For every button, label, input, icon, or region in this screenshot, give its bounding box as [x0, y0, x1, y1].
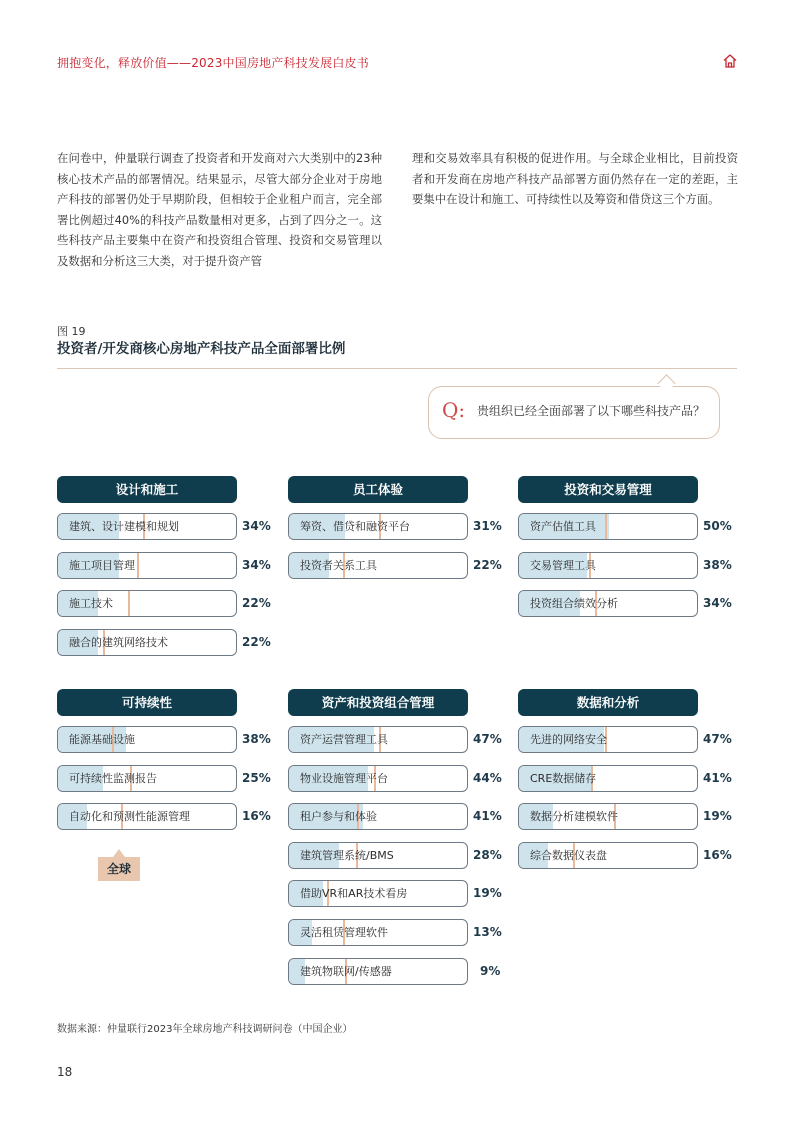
bar-value-label: 34%: [703, 596, 732, 611]
bar-row: [57, 552, 237, 579]
bar-label: 租户参与和体验: [300, 810, 377, 824]
bar-value-label: 28%: [473, 847, 502, 862]
bar-label: 资产运营管理工具: [300, 733, 388, 746]
bar-value-label: 34%: [242, 557, 271, 572]
bar-row: [288, 803, 468, 830]
body-paragraph-right: 理和交易效率具有积极的促进作用。与全球企业相比，目前投资者和开发商在房地产科技产品部署方面仍然存在一定的差距，主要集中在设计和施工、可持续性以及筹资和借贷这三个方面。: [412, 151, 738, 206]
bar-value-label: 25%: [242, 770, 271, 785]
bar-label: 资产估值工具: [530, 520, 596, 533]
bar-value-label: 47%: [473, 732, 502, 746]
bar-row: [57, 765, 237, 792]
bar-label: 借助VR和AR技术看房: [300, 887, 408, 901]
bar-row: [518, 726, 698, 753]
bar-label: 可持续性监测报告: [69, 771, 157, 785]
bar-row: [518, 513, 698, 540]
bar-row: [57, 513, 237, 540]
bar-row: [288, 880, 468, 907]
bar-row: [57, 629, 237, 656]
bar-row: [57, 803, 237, 830]
bar-value-label: 38%: [242, 732, 271, 746]
bar-value-label: 34%: [242, 519, 271, 533]
category-header: 资产和投资组合管理: [288, 689, 468, 716]
home-icon[interactable]: [722, 53, 738, 69]
bar-label: 融合的建筑网络技术: [69, 635, 168, 649]
global-legend-pointer: [113, 849, 125, 857]
question-mark: Q:: [442, 398, 466, 422]
bar-value-label: 41%: [703, 770, 732, 785]
bar-value-label: 13%: [473, 925, 502, 939]
category-header: 员工体验: [288, 476, 468, 503]
question-text: 贵组织已经全面部署了以下哪些科技产品？: [477, 404, 706, 418]
bar-label: 建筑管理系统/BMS: [300, 848, 394, 862]
bar-value-label: 50%: [703, 519, 732, 533]
bar-row: [518, 842, 698, 869]
global-marker: [605, 514, 607, 539]
bar-value-label: 16%: [703, 847, 732, 862]
bar-label: 建筑、设计建模和规划: [69, 520, 179, 533]
bar-label: 施工项目管理: [69, 558, 135, 572]
bar-row: [518, 765, 698, 792]
category-header: 数据和分析: [518, 689, 698, 716]
running-header: 拥抱变化，释放价值——2023中国房地产科技发展白皮书: [57, 56, 369, 70]
bar-row: [288, 552, 468, 579]
bar-row: [288, 765, 468, 792]
figure-divider: [57, 368, 737, 369]
bar-value-label: 44%: [473, 770, 502, 785]
bar-label: 综合数据仪表盘: [530, 848, 607, 862]
bar-row: [288, 958, 468, 985]
bar-value-label: 38%: [703, 557, 732, 572]
bar-row: [288, 513, 468, 540]
category-header: 设计和施工: [57, 476, 237, 503]
bar-label: 投资组合绩效分析: [530, 597, 618, 611]
bar-label: 交易管理工具: [530, 558, 596, 572]
figure-label: 图 19: [57, 325, 86, 338]
bar-value-label: 41%: [473, 809, 502, 824]
global-marker: [128, 591, 130, 616]
bar-row: [518, 590, 698, 617]
bar-label: 筹资、借贷和融资平台: [300, 520, 410, 533]
bar-value-label: 22%: [242, 634, 271, 649]
category-header: 投资和交易管理: [518, 476, 698, 503]
bar-row: [288, 919, 468, 946]
bar-label: 能源基础设施: [69, 733, 135, 746]
bar-value-label: 31%: [473, 519, 502, 533]
bar-label: 投资者关系工具: [300, 558, 377, 572]
bar-row: [288, 726, 468, 753]
bar-label: 建筑物联网/传感器: [300, 964, 392, 978]
bar-value-label: 16%: [242, 809, 271, 824]
bar-row: [57, 726, 237, 753]
category-header: 可持续性: [57, 689, 237, 716]
global-marker: [137, 553, 139, 578]
figure-title: 投资者/开发商核心房地产科技产品全面部署比例: [57, 341, 346, 357]
bar-value-label: 9%: [480, 963, 501, 978]
page-number: 18: [57, 1065, 73, 1079]
bar-label: 先进的网络安全: [530, 733, 607, 746]
body-paragraph-left: 在问卷中，仲量联行调查了投资者和开发商对六大类别中的23种核心技术产品的部署情况。结果显示，尽管大部分企业对于房地产科技的部署仍处于早期阶段，但相较于企业租户而言，完全部署比例超过40%的科技产品数量相对更多，占到了四分之一。这些科技产品主要集中在资产和投资组合管理、投资和交易管理以及数据和分析这三大类，对于提升资产管: [57, 151, 382, 268]
bar-value-label: 19%: [703, 809, 732, 824]
global-legend-badge: 全球: [98, 857, 140, 881]
bar-row: [518, 552, 698, 579]
bar-value-label: 22%: [242, 596, 271, 611]
bar-row: [518, 803, 698, 830]
bar-label: 物业设施管理平台: [300, 771, 388, 785]
bar-label: 灵活租赁管理软件: [300, 926, 388, 939]
bar-value-label: 47%: [703, 732, 732, 746]
data-source: 数据来源：仲量联行2023年全球房地产科技调研问卷（中国企业）: [57, 1024, 353, 1035]
bar-label: CRE数据储存: [530, 771, 597, 785]
bar-value-label: 19%: [473, 886, 502, 901]
bar-value-label: 22%: [473, 557, 502, 572]
bar-label: 数据分析建模软件: [530, 810, 618, 824]
bar-label: 自动化和预测性能源管理: [69, 810, 190, 824]
bar-row: [288, 842, 468, 869]
bar-row: [57, 590, 237, 617]
bar-label: 施工技术: [69, 597, 113, 611]
